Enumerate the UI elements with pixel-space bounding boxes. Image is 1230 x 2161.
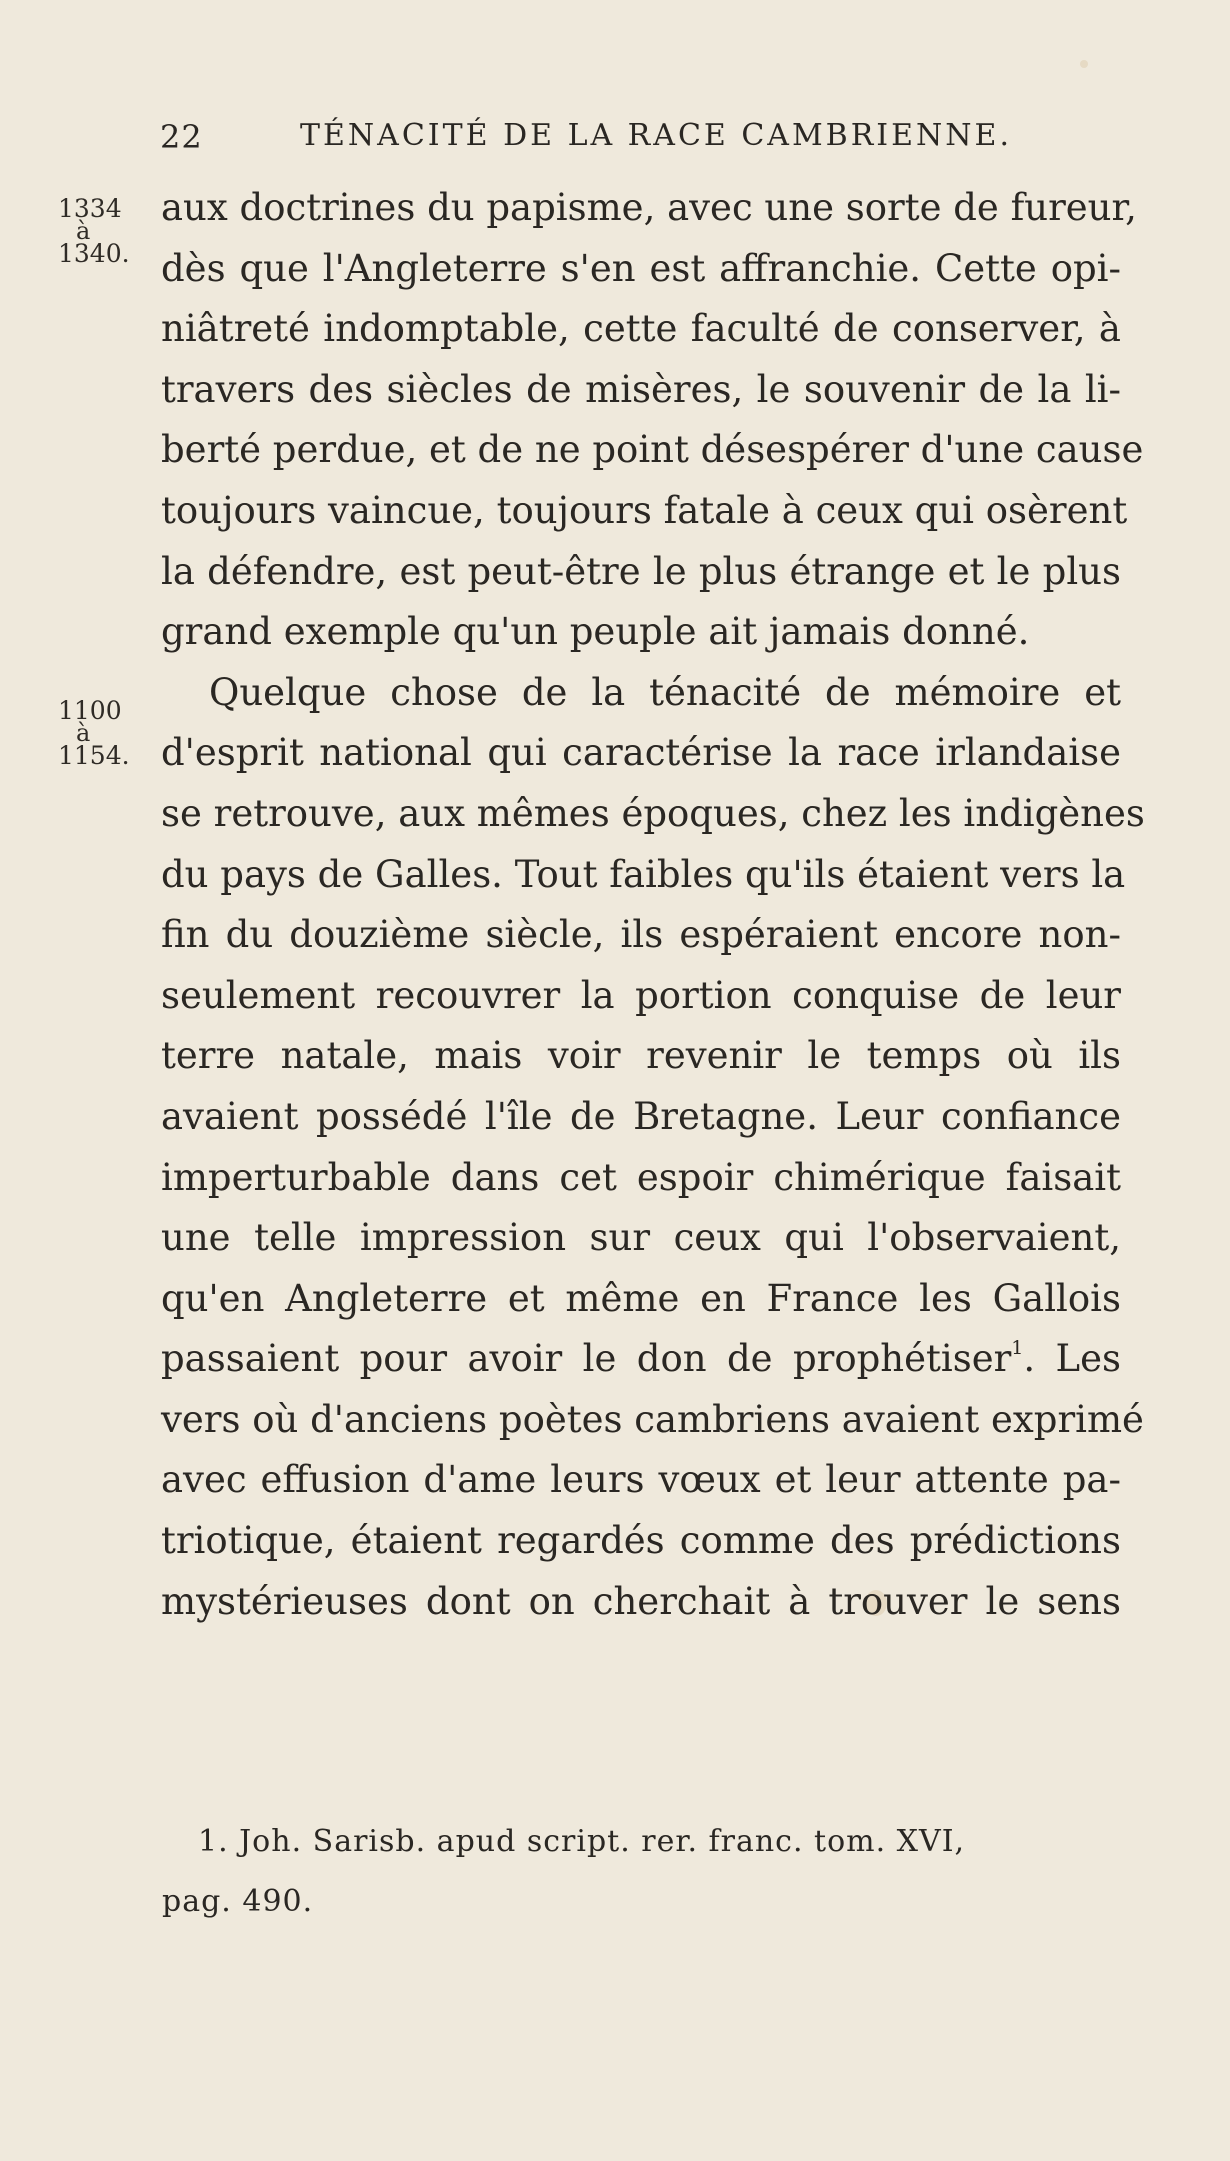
text-line: qu'en Angleterre et même en France les Gallois	[161, 1276, 1121, 1320]
text-line: triotique, étaient regardés comme des prédictions	[161, 1519, 1121, 1563]
text-line: terre natale, mais voir revenir le temps où ils	[161, 1034, 1121, 1078]
margin-date-from: 1100	[58, 696, 122, 725]
footnote	[162, 1812, 1118, 1932]
text-line: berté perdue, et de ne point désespérer d'une cause	[161, 428, 1144, 472]
margin-date-sep: à	[76, 217, 91, 245]
text-line: avaient possédé l'île de Bretagne. Leur confiance	[161, 1094, 1121, 1138]
text-line: grand exemple qu'un peuple ait jamais donné.	[161, 610, 1030, 654]
text-line: du pays de Galles. Tout faibles qu'ils étaient vers la	[161, 852, 1126, 896]
margin-date-sep: à	[76, 719, 91, 747]
text-line: aux doctrines du papisme, avec une sorte de fureur,	[161, 186, 1137, 229]
text-line: avec effusion d'ame leurs vœux et leur attente pa-	[161, 1458, 1121, 1502]
text-line: seulement recouvrer la portion conquise de leur	[161, 973, 1121, 1017]
text-line: la défendre, est peut-être le plus étrange et le plus	[161, 549, 1121, 593]
text-line-with-footnote	[161, 1329, 1121, 1390]
margin-date-to: 1340.	[58, 239, 130, 268]
text-line: travers des siècles de misères, le souvenir de la li-	[161, 367, 1121, 411]
margin-date-note	[58, 196, 148, 266]
text-line-tail: . Les	[1023, 1337, 1121, 1381]
margin-date-from: 1334	[58, 194, 122, 223]
text-line: Quelque chose de la ténacité de mémoire et	[209, 670, 1121, 714]
paper-stain	[1080, 60, 1088, 68]
page-number: 22	[160, 118, 203, 156]
body-text	[161, 178, 1145, 1632]
footnote-ref[interactable]: 1	[1011, 1337, 1024, 1360]
text-line: imperturbable dans cet espoir chimérique faisait	[161, 1155, 1121, 1199]
margin-date-note	[58, 698, 148, 768]
text-line-body: passaient pour avoir le don de prophétiser	[161, 1337, 1012, 1381]
text-line: se retrouve, aux mêmes époques, chez les indigènes	[161, 791, 1145, 835]
text-line: toujours vaincue, toujours fatale à ceux qui osèrent	[161, 488, 1128, 532]
text-line: une telle impression sur ceux qui l'observaient,	[161, 1216, 1121, 1260]
text-line: mystérieuses dont on cherchait à trouver le sens	[161, 1579, 1121, 1623]
page-header	[160, 118, 1060, 168]
footnote-line: 1. Joh. Sarisb. apud script. rer. franc. tom. XVI,	[198, 1824, 966, 1859]
margin-date-to: 1154.	[58, 741, 130, 770]
text-line: fin du douzième siècle, ils espéraient encore non-	[161, 913, 1121, 957]
footnote-line: pag. 490.	[162, 1884, 314, 1919]
running-title: TÉNACITÉ DE LA RACE CAMBRIENNE.	[300, 118, 1012, 153]
text-line: d'esprit national qui caractérise la race irlandaise	[161, 731, 1121, 775]
text-line: dès que l'Angleterre s'en est affranchie. Cette opi-	[161, 246, 1121, 290]
text-line: niâtreté indomptable, cette faculté de conserver, à	[161, 307, 1121, 351]
text-line: vers où d'anciens poètes cambriens avaient exprimé	[161, 1397, 1144, 1441]
